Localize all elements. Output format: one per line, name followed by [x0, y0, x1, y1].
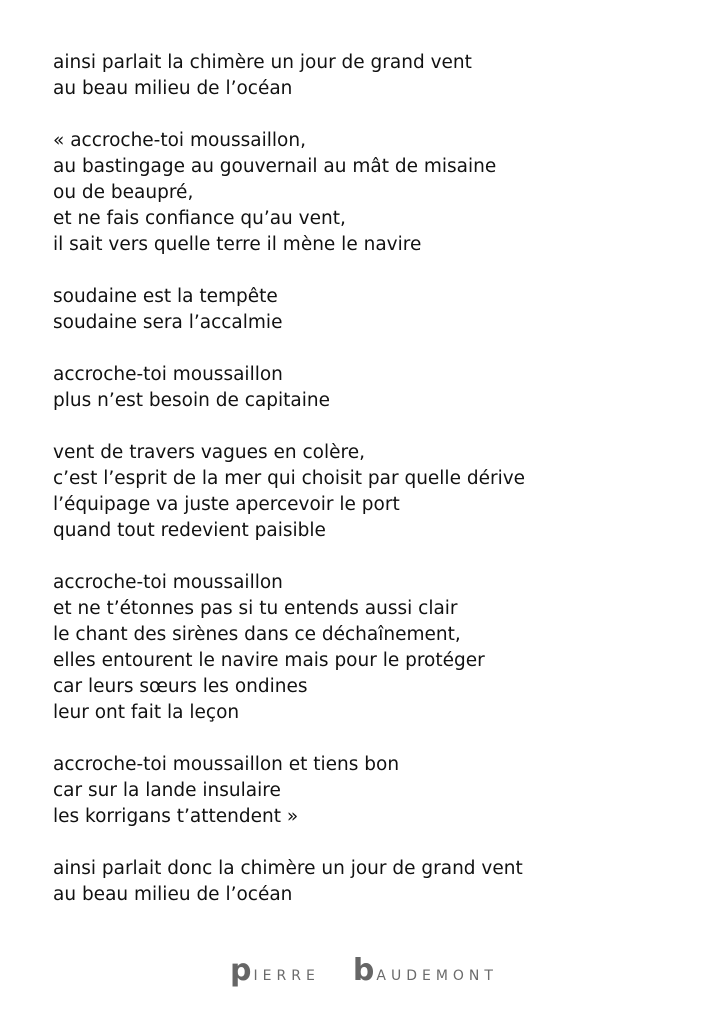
stanza [53, 50, 713, 102]
stanza [53, 284, 713, 336]
poem-line: soudaine sera l’accalmie [53, 312, 283, 333]
poem-line: il sait vers quelle terre il mène le navire [53, 234, 422, 255]
poem-line: le chant des sirènes dans ce déchaînement, [53, 624, 461, 645]
poem-line: plus n’est besoin de capitaine [53, 390, 330, 411]
poem-line: c’est l’esprit de la mer qui choisit par quelle dérive [53, 468, 526, 489]
poem-line: quand tout redevient paisible [53, 520, 326, 541]
poem-line: car sur la lande insulaire [53, 780, 281, 801]
stanza [53, 128, 713, 258]
poem-line: ou de beaupré, [53, 182, 194, 203]
poem-line: au beau milieu de l’océan [53, 884, 293, 905]
poem-line: vent de travers vagues en colère, [53, 442, 365, 463]
poem-body [53, 50, 713, 934]
poem-line: ainsi parlait donc la chimère un jour de grand vent [53, 858, 523, 879]
poem-line: accroche-toi moussaillon [53, 572, 283, 593]
last-name-initial: b [352, 953, 375, 988]
stanza [53, 362, 713, 414]
poem-line: et ne t’étonnes pas si tu entends aussi clair [53, 598, 458, 619]
poem-line: accroche-toi moussaillon et tiens bon [53, 754, 400, 775]
last-name-rest: AUDEMONT [376, 968, 498, 984]
poem-line: au bastingage au gouvernail au mât de misaine [53, 156, 497, 177]
poem-line: les korrigans t’attendent » [53, 806, 299, 827]
poem-line: leur ont fait la leçon [53, 702, 240, 723]
stanza [53, 856, 713, 908]
author-first-name [230, 953, 320, 988]
stanza [53, 570, 713, 726]
poem-line: et ne fais confiance qu’au vent, [53, 208, 346, 229]
poem-line: ainsi parlait la chimère un jour de grand vent [53, 52, 472, 73]
stanza [53, 752, 713, 830]
poem-line: « accroche-toi moussaillon, [53, 130, 306, 151]
poem-line: l’équipage va juste apercevoir le port [53, 494, 400, 515]
author-signature [0, 953, 728, 988]
poem-line: car leurs sœurs les ondines [53, 676, 308, 697]
poem-line: au beau milieu de l’océan [53, 78, 293, 99]
first-name-initial: p [230, 953, 252, 988]
poem-line: elles entourent le navire mais pour le protéger [53, 650, 485, 671]
first-name-rest: IERRE [253, 968, 320, 984]
stanza [53, 440, 713, 544]
poem-line: accroche-toi moussaillon [53, 364, 283, 385]
poem-line: soudaine est la tempête [53, 286, 278, 307]
author-last-name [353, 953, 498, 988]
